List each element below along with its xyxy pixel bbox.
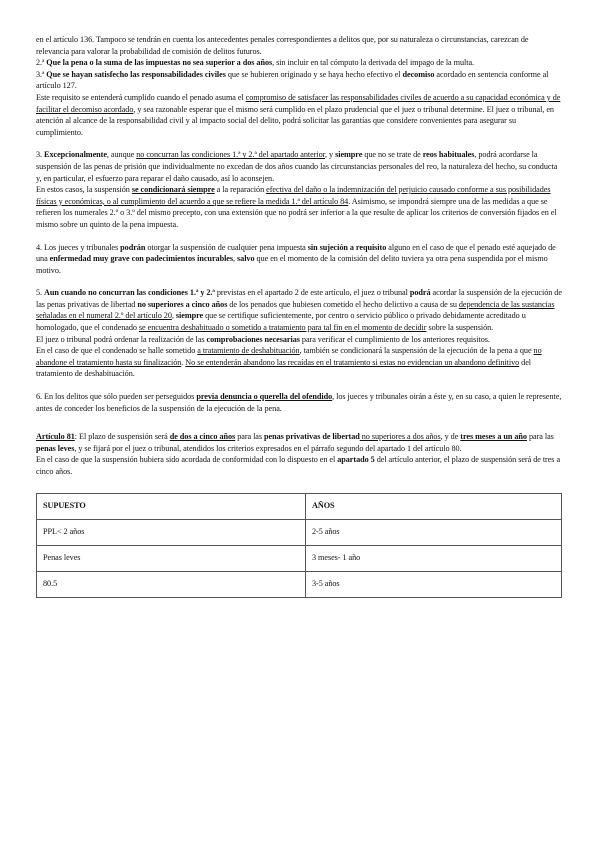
section-3-paragraph: 3. Excepcionalmente, aunque no concurran las condiciones 1.ª y 2.ª del apartado anterior, y siempre que no se trate de reos habituales, podrá acordarse la suspensión de las penas de prisión que individualmente no excedan de dos años cuando las circunstancias personales del reo, la naturaleza del hecho, su conducta y, en particular, el esfuerzo para reparar el daño causado, así lo aconsejen.	[36, 150, 558, 183]
table-cell: PPL< 2 años	[37, 519, 306, 545]
paragraph-condition-3: 3.ª Que se hayan satisfecho las responsabilidades civiles que se hubieren originado y se haya hecho efectivo el decomiso acordado en sentencia conforme al artículo 127.	[36, 69, 549, 91]
table-header-supuesto: SUPUESTO	[37, 493, 306, 519]
table-row	[37, 571, 562, 597]
document-body	[36, 34, 562, 598]
table-row	[37, 519, 562, 545]
paragraph-condition-2: 2.ª Que la pena o la suma de las impuestas no sea superior a dos años, sin incluir en tal cómputo la derivada del impago de la multa.	[36, 58, 475, 68]
section-4-paragraph: 4. Los jueces y tribunales podrán otorgar la suspensión de cualquier pena impuesta sin sujeción a requisito alguno en el caso de que el penado esté aquejado de una enfermedad muy grave con padecimientos incurables, salvo que en el momento de la comisión del delito tuviera ya otra pena suspendida por el mismo motivo.	[36, 242, 556, 275]
section-6-paragraph: 6. En los delitos que sólo pueden ser perseguidos previa denuncia o querella del ofendido, los jueces y tribunales oirán a éste y, en su caso, a quien le represente, antes de conceder los beneficios de la suspensión de la ejecución de la pena.	[36, 392, 562, 413]
table-cell: Penas leves	[37, 545, 306, 571]
section-5-paragraph-3: En el caso de que el condenado se halle sometido a tratamiento de deshabituación, también se condicionará la suspensión de la ejecución de la pena a que no abandone el tratamiento hasta su finalización. No se entenderán abandono las recaídas en el tratamiento si estas no evidencian un abandono definitivo del tratamiento de deshabituación.	[36, 346, 542, 379]
table-header-row	[37, 493, 562, 519]
table-cell: 2-5 años	[306, 519, 562, 545]
paragraph-intro: en el artículo 136. Tampoco se tendrán en cuenta los antecedentes penales correspondientes a delitos que, por su naturaleza o circunstancias, carezcan de relevancia para valorar la probabilidad de comisión de delitos futuros.	[36, 35, 529, 56]
suspension-table	[36, 493, 562, 598]
article-81-paragraph: Artículo 81: El plazo de suspensión será de dos a cinco años para las penas privativas de libertad no superiores a dos años, y de tres meses a un año para las penas leves, y se fijará por el juez o tribunal, atendidos los criterios expresados en el párrafo segundo del apartado 1 del artículo 80.	[36, 432, 554, 453]
table-header-anos: AÑOS	[306, 493, 562, 519]
table-cell: 3 meses- 1 año	[306, 545, 562, 571]
table-cell: 80.5	[37, 571, 306, 597]
section-5-paragraph: 5. Aun cuando no concurran las condiciones 1.ª y 2.ª previstas en el apartado 2 de este artículo, el juez o tribunal podrá acordar la suspensión de la ejecución de las penas privativas de libertad no superiores a cinco años de los penados que hubiesen cometido el hecho delictivo a causa de su dependencia de las sustancias señaladas en el numeral 2.º del artículo 20, siempre que se certifique suficientemente, por centro o servicio público o privado debidamente acreditado u homologado, que el condenado se encuentra deshabituado o sometido a tratamiento para tal fin en el momento de decidir sobre la suspensión.	[36, 288, 562, 333]
paragraph-requirement: Este requisito se entenderá cumplido cuando el penado asuma el compromiso de satisfacer las responsabilidades civiles de acuerdo a su capacidad económica y de facilitar el decomiso acordado, y sea razonable esperar que el mismo será cumplido en el plazo prudencial que el juez o tribunal determine. El juez o tribunal, en atención al alcance de la responsabilidad civil y al impacto social del delito, podrá solicitar las garantías que considere convenientes para asegurar su cumplimiento.	[36, 92, 561, 137]
article-81-paragraph-2: En el caso de que la suspensión hubiera sido acordada de conformidad con lo dispuesto en el apartado 5 del artículo anterior, el plazo de suspensión será de tres a cinco años.	[36, 455, 561, 476]
section-3-paragraph-2: En estos casos, la suspensión se condicionará siempre a la reparación efectiva del daño o la indemnización del perjuicio causado conforme a sus posibilidades físicas y económicas, o al cumplimiento del acuerdo a que se refiere la medida 1.ª del artículo 84. Asimismo, se impondrá siempre una de las medidas a que se refieren los numerales 2.º o 3.º del mismo precepto, con una extensión que no podrá ser inferior a la que resulte de aplicar los criterios de conversión fijados en el mismo sobre un quinto de la pena impuesta.	[36, 185, 557, 229]
table-row	[37, 545, 562, 571]
table-cell: 3-5 años	[306, 571, 562, 597]
section-5-paragraph-2: El juez o tribunal podrá ordenar la realización de las comprobaciones necesarias para verificar el cumplimiento de los anteriores requisitos.	[36, 334, 490, 344]
